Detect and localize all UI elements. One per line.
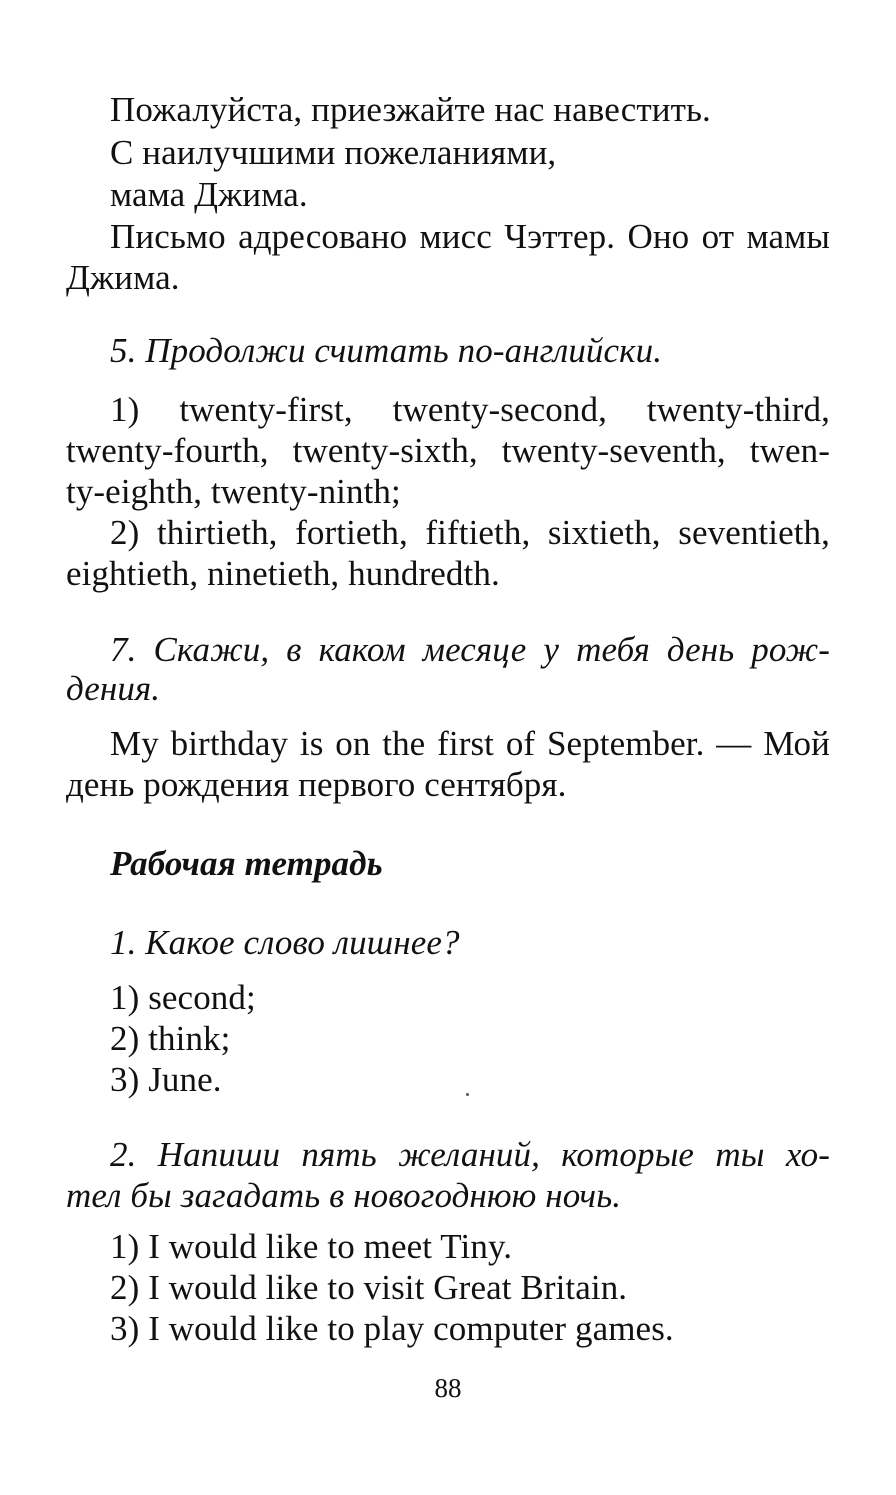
letter-line: С наилучшими пожеланиями, <box>110 133 557 172</box>
answer-line: 1) twenty-first, twenty-second, twenty-third, <box>110 390 830 429</box>
letter-line: мама Джима. <box>110 175 308 214</box>
task-heading: дения. <box>66 669 161 708</box>
answer-line: eightieth, ninetieth, hundredth. <box>66 554 500 593</box>
answer-line: twenty-fourth, twenty-sixth, twenty-seventh, twen- <box>66 431 830 470</box>
list-item: 1) I would like to meet Tiny. <box>110 1227 513 1266</box>
section-title: Рабочая тетрадь <box>110 844 383 883</box>
letter-answer-line: Письмо адресовано мисс Чэттер. Оно от мамы <box>110 217 830 256</box>
list-item: 3) I would like to play computer games. <box>110 1309 674 1348</box>
list-item: 2) I would like to visit Great Britain. <box>110 1268 628 1307</box>
letter-answer-line: Джима. <box>66 258 180 297</box>
list-item: 3) June. <box>110 1060 222 1099</box>
answer-line: My birthday is on the first of September. — Мой <box>110 724 830 763</box>
answer-line: ty-eighth, twenty-ninth; <box>66 472 401 511</box>
task-heading: 5. Продолжи считать по-английски. <box>110 331 663 370</box>
print-speck <box>466 1093 469 1096</box>
list-item: 1) second; <box>110 978 256 1017</box>
page-number: 88 <box>434 1373 462 1403</box>
list-item: 2) think; <box>110 1019 231 1058</box>
letter-line: Пожалуйста, приезжайте нас навестить. <box>110 90 711 129</box>
task-heading: тел бы загадать в новогоднюю ночь. <box>66 1176 622 1215</box>
task-heading: 7. Скажи, в каком месяце у тебя день рож- <box>110 630 830 669</box>
answer-line: день рождения первого сентября. <box>66 765 567 804</box>
task-heading: 2. Напиши пять желаний, которые ты хо- <box>110 1135 830 1174</box>
task-heading: 1. Какое слово лишнее? <box>110 923 460 962</box>
answer-line: 2) thirtieth, fortieth, fiftieth, sixtieth, seventieth, <box>110 513 830 552</box>
